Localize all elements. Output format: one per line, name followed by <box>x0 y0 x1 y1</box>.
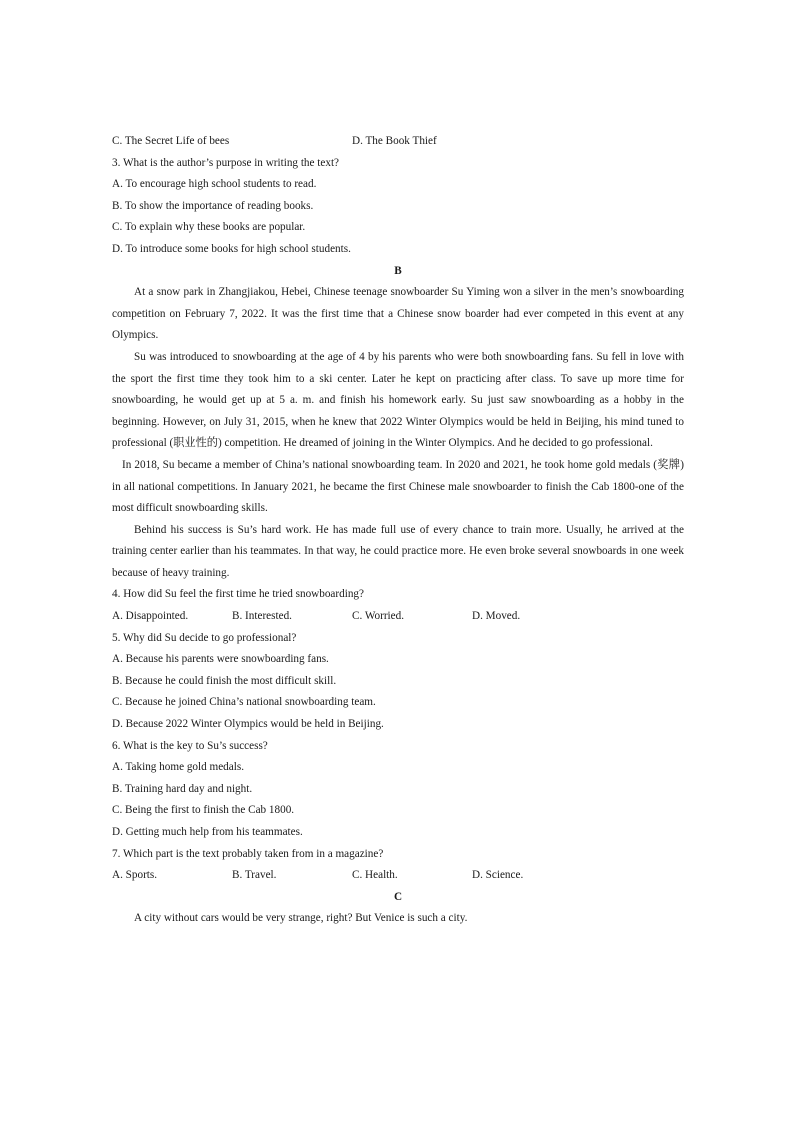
q5-option-c: C. Because he joined China’s national snowboarding team. <box>112 696 376 709</box>
q3-stem: 3. What is the author’s purpose in writing the text? <box>112 156 340 169</box>
q3-option-b: B. To show the importance of reading books. <box>112 199 314 212</box>
q2-option-c: C. The Secret Life of bees <box>112 135 230 147</box>
section-b-heading: B <box>394 264 402 277</box>
q3-option-d: D. To introduce some books for high school students. <box>112 242 351 255</box>
q4-option-b: B. Interested. <box>232 610 292 623</box>
q6-option-c: C. Being the first to finish the Cab 1800. <box>112 804 295 817</box>
q6-stem: 6. What is the key to Su’s success? <box>112 739 268 752</box>
q4-options <box>112 606 684 628</box>
q6-option-a: A. Taking home gold medals. <box>112 761 244 774</box>
q7-option-a: A. Sports. <box>112 869 158 882</box>
q7-option-d: D. Science. <box>472 869 524 882</box>
section-b-paragraph-3: In 2018, Su became a member of China’s national snowboarding team. In 2020 and 2021, he took home gold medals (奖牌) in all national competitions. In January 2021, he became the first Chinese male snowboarder to finish the Cab 1800-one of the most difficult snowboarding skills. <box>112 458 684 515</box>
q3-option-a: A. To encourage high school students to read. <box>112 178 317 191</box>
section-c-paragraph-1: A city without cars would be very strange, right? But Venice is such a city. <box>134 912 468 925</box>
q2-options-cd <box>112 131 684 153</box>
q4-option-c: C. Worried. <box>352 610 405 623</box>
q4-option-a: A. Disappointed. <box>112 610 189 623</box>
q5-option-d: D. Because 2022 Winter Olympics would be held in Beijing. <box>112 718 384 731</box>
q6-option-d: D. Getting much help from his teammates. <box>112 826 303 838</box>
q4-stem: 4. How did Su feel the first time he tried snowboarding? <box>112 588 364 601</box>
q5-option-b: B. Because he could finish the most difficult skill. <box>112 674 337 687</box>
q7-stem: 7. Which part is the text probably taken from in a magazine? <box>112 847 384 860</box>
q4-option-d: D. Moved. <box>472 610 521 623</box>
section-b-paragraph-2: Su was introduced to snowboarding at the age of 4 by his parents who were both snowboarding fans. Su fell in love with the sport the first time they took him to a ski center. Later he kept on practicing after class. To save up more time for snowboarding, he would get up at 5 a. m. and finish his homework early. Su just saw snowboarding as a hobby in the beginning. However, on July 31, 2015, when he knew that 2022 Winter Olympics would be held in Beijing, his mind tuned to professional (职业性的) competition. He dreamed of joining in the Winter Olympics. And he decided to go professional. <box>112 350 684 450</box>
page-content <box>112 131 684 930</box>
q2-option-d: D. The Book Thief <box>352 135 437 147</box>
q3-option-c: C. To explain why these books are popular. <box>112 221 306 234</box>
q7-option-c: C. Health. <box>352 869 398 882</box>
q5-stem: 5. Why did Su decide to go professional? <box>112 631 297 644</box>
q5-option-a: A. Because his parents were snowboarding fans. <box>112 653 329 666</box>
section-b-paragraph-4: Behind his success is Su’s hard work. He has made full use of every chance to train more. Usually, he arrived at the training center earlier than his teammates. In that way, he could practice more. He even broke several snowboards in one week because of heavy training. <box>112 523 684 579</box>
section-b-paragraph-1: At a snow park in Zhangjiakou, Hebei, Chinese teenage snowboarder Su Yiming won a silver in the men’s snowboarding competition on February 7, 2022. It was the first time that a Chinese snow boarder had ever competed in this event at any Olympics. <box>112 286 684 342</box>
q7-options <box>112 865 684 887</box>
section-c-heading: C <box>393 890 403 903</box>
q6-option-b: B. Training hard day and night. <box>112 782 253 795</box>
q7-option-b: B. Travel. <box>232 869 277 882</box>
